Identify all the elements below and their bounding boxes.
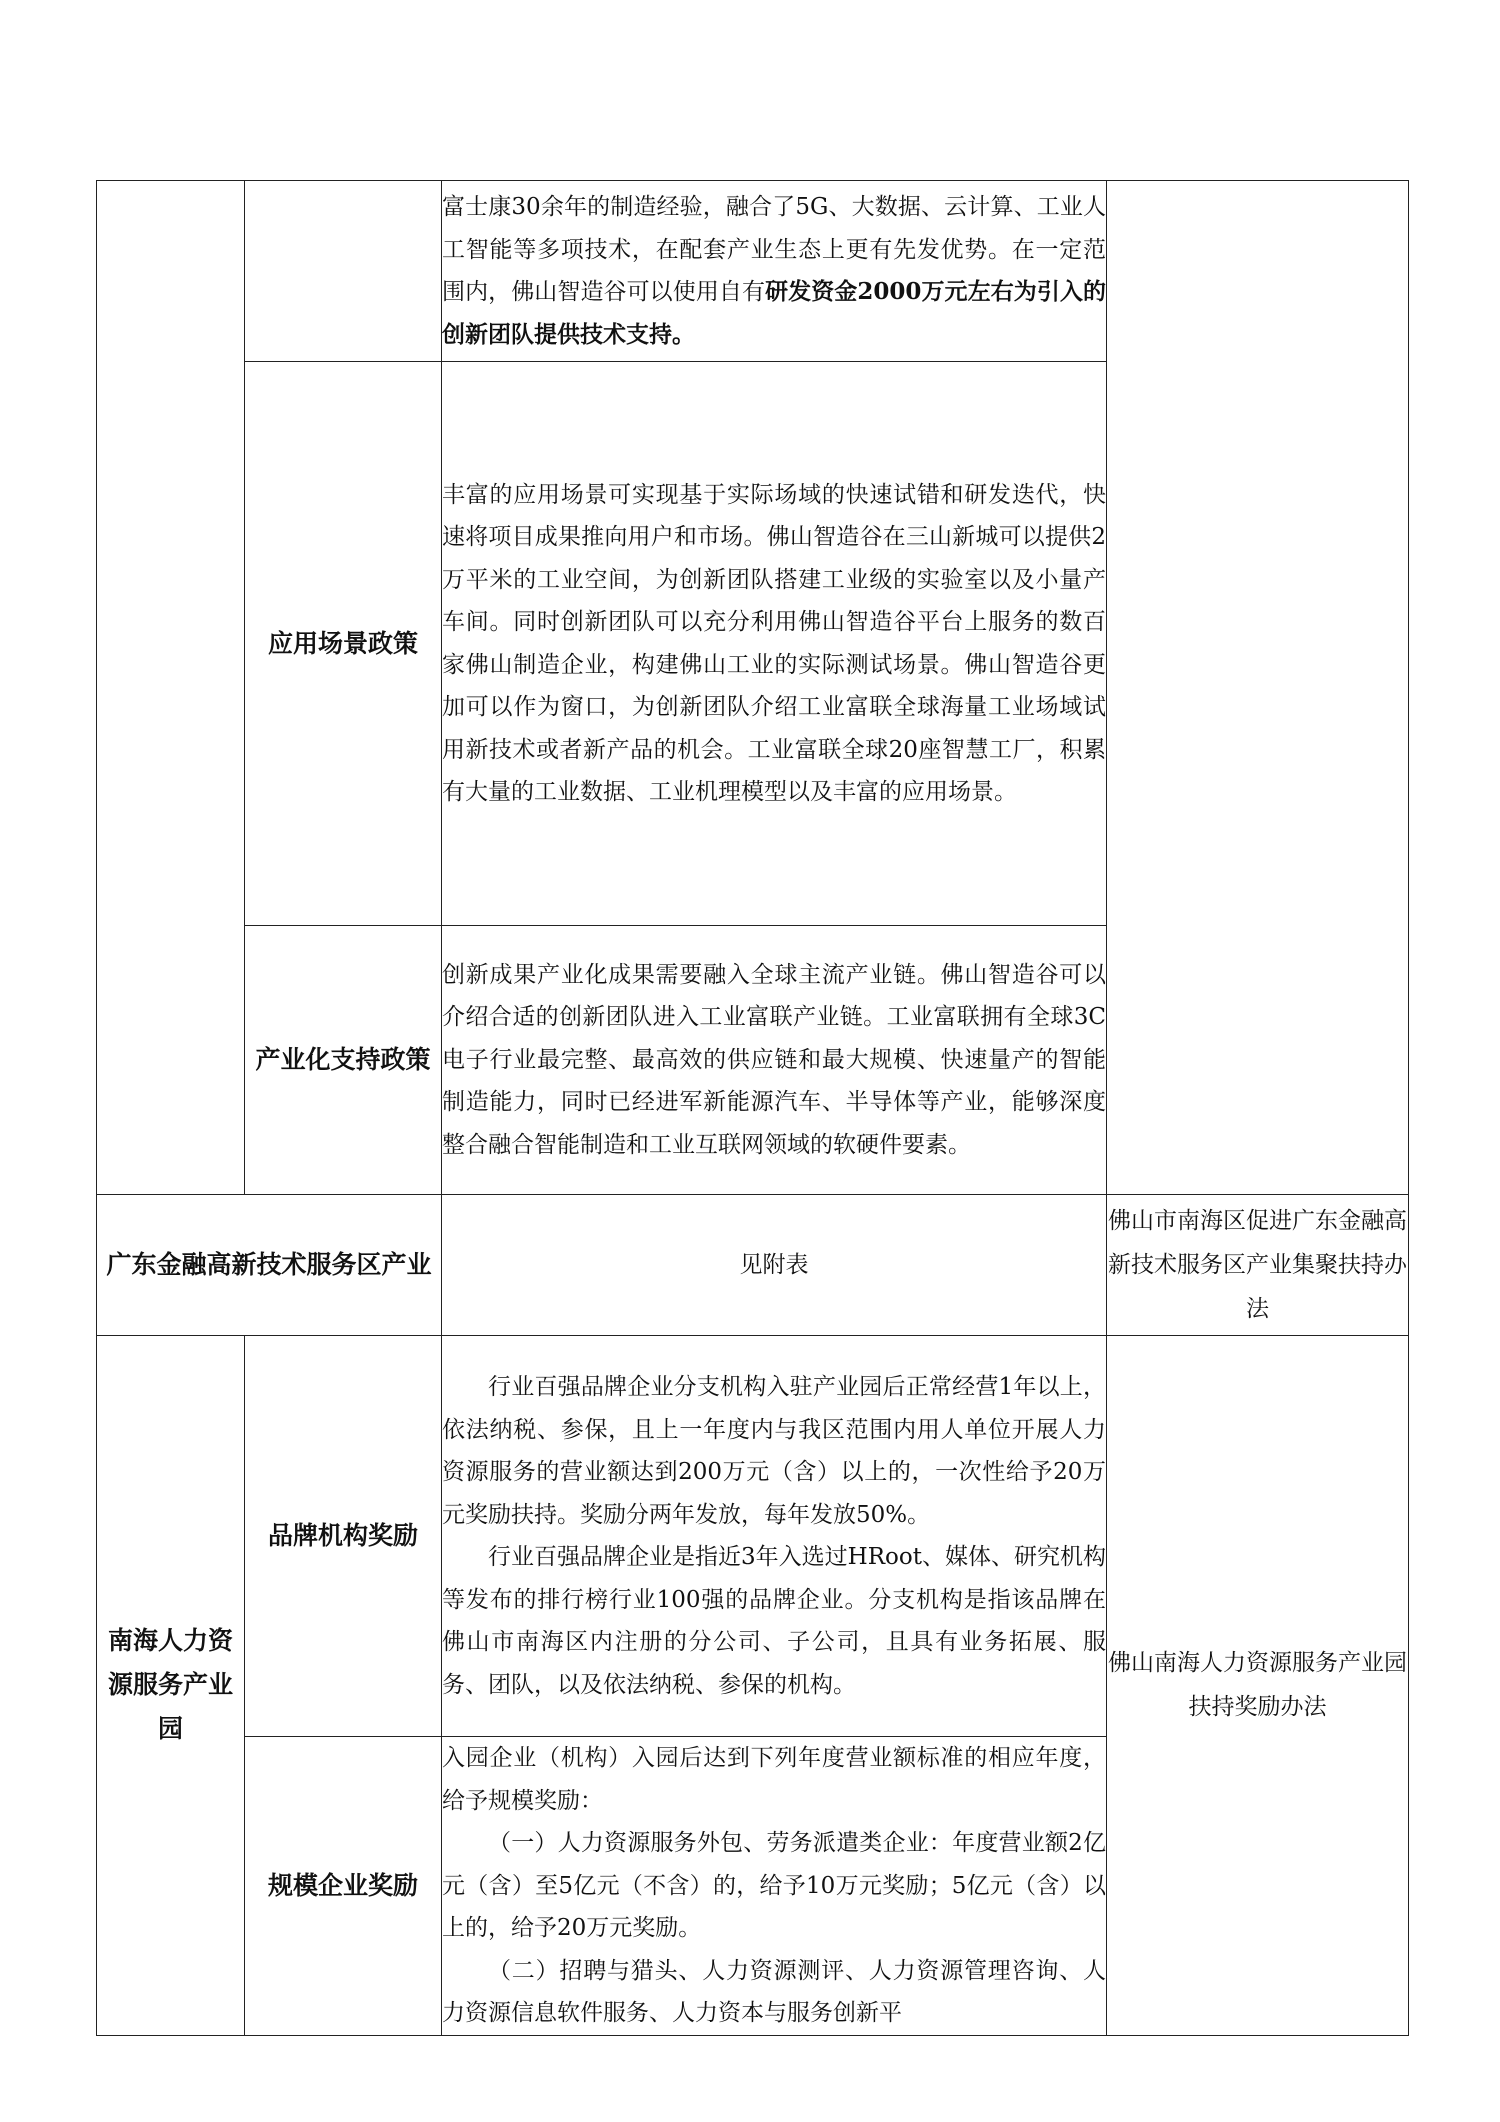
content-cell [442, 1336, 1107, 1737]
content-text: 创新成果产业化成果需要融入全球主流产业链。佛山智造谷可以介绍合适的创新团队进入工业富联产业链。工业富联拥有全球3C电子行业最完整、最高效的供应链和最大规模、快速量产的智能制造能力，同时已经进军新能源汽车、半导体等产业，能够深度整合融合智能制造和工业互联网领域的软硬件要素。 [442, 961, 1106, 1158]
table-row [97, 1336, 1409, 1737]
content-paragraph: 行业百强品牌企业分支机构入驻产业园后正常经营1年以上，依法纳税、参保，且上一年度内与我区范围内用人单位开展人力资源服务的营业额达到200万元（含）以上的，一次性给予20万元奖励扶持。奖励分两年发放，每年发放50%。 [442, 1374, 1106, 1528]
policy-table [96, 180, 1409, 2036]
content-cell [442, 1737, 1107, 2036]
content-paragraph: （一）人力资源服务外包、劳务派遣类企业：年度营业额2亿元（含）至5亿元（不含）的，给予10万元奖励；5亿元（含）以上的，给予20万元奖励。 [442, 1830, 1106, 1941]
subcategory-cell-empty [245, 181, 442, 362]
content-paragraph: 入园企业（机构）入园后达到下列年度营业额标准的相应年度，给予规模奖励： [442, 1745, 1106, 1814]
content-text: 丰富的应用场景可实现基于实际场域的快速试错和研发迭代，快速将项目成果推向用户和市场。佛山智造谷在三山新城可以提供2万平米的工业空间，为创新团队搭建工业级的实验室以及小量产车间。同时创新团队可以充分利用佛山智造谷平台上服务的数百家佛山制造企业，构建佛山工业的实际测试场景。佛山智造谷更加可以作为窗口，为创新团队介绍工业富联全球海量工业场域试用新技术或者新产品的机会。工业富联全球20座智慧工厂，积累有大量的工业数据、工业机理模型以及丰富的应用场景。 [442, 481, 1106, 805]
policy-cell-empty [1107, 181, 1409, 1195]
content-cell [442, 362, 1107, 926]
category-label: 南海人力资源服务产业园 [97, 1336, 245, 2036]
subcategory-label: 产业化支持政策 [245, 926, 442, 1195]
subcategory-label: 品牌机构奖励 [245, 1336, 442, 1737]
table-row [97, 1195, 1409, 1336]
content-paragraph: 行业百强品牌企业是指近3年入选过HRoot、媒体、研究机构等发布的排行榜行业100强的品牌企业。分支机构是指该品牌在佛山市南海区内注册的分公司、子公司，且具有业务拓展、服务、团队，以及依法纳税、参保的机构。 [442, 1544, 1106, 1698]
category-cell-empty [97, 181, 245, 1195]
content-cell [442, 926, 1107, 1195]
policy-name: 佛山南海人力资源服务产业园扶持奖励办法 [1107, 1336, 1409, 2036]
content-paragraph: （二）招聘与猎头、人力资源测评、人力资源管理咨询、人力资源信息软件服务、人力资本与服务创新平 [442, 1957, 1106, 2026]
content-text: 富士康30余年的制造经验，融合了5G、大数据、云计算、工业人工智能等多项技术，在配套产业生态上更有先发优势。在一定范围内，佛山智造谷可以使用自有 [442, 194, 1106, 305]
content-cell: 见附表 [442, 1195, 1107, 1336]
policy-name: 佛山市南海区促进广东金融高新技术服务区产业集聚扶持办法 [1107, 1195, 1409, 1336]
subcategory-label: 应用场景政策 [245, 362, 442, 926]
subcategory-label: 规模企业奖励 [245, 1737, 442, 2036]
table-row [97, 181, 1409, 362]
content-cell [442, 181, 1107, 362]
content-text-bold: 研发资金2000万元左右为引入的创新团队提供技术支持。 [442, 278, 1107, 348]
category-label: 广东金融高新技术服务区产业 [97, 1195, 442, 1336]
